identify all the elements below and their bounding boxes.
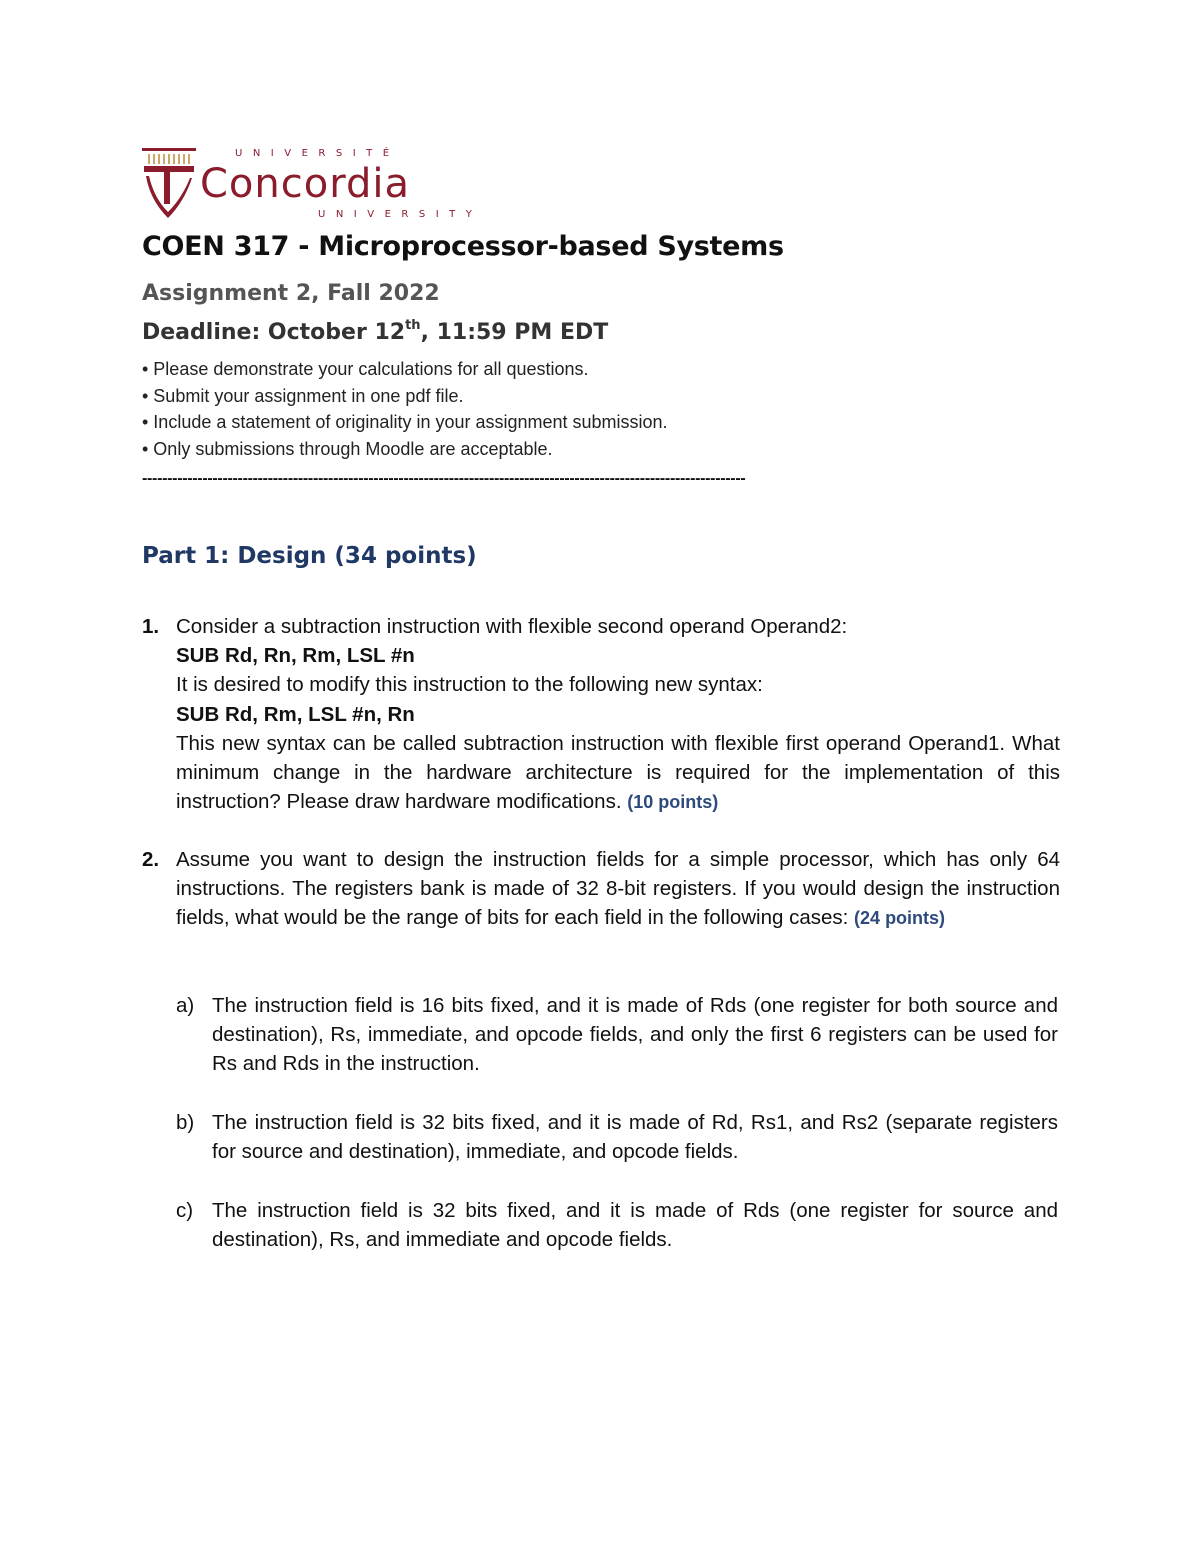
logo-bottom-word: UNIVERSITY bbox=[318, 209, 483, 220]
separator-line: ------------------------------------------------------------------------------------------------------------------------ bbox=[142, 470, 746, 487]
instruction-item: • Submit your assignment in one pdf file. bbox=[142, 385, 464, 406]
q2-para-text: Assume you want to design the instruction fields for a simple processor, which has only 64 instructions. The registers bank is made of 32 8-bit registers. If you would design the instruction fields, what would be the range of bits for each field in the following cases: bbox=[176, 848, 1060, 930]
part-text: The instruction field is 32 bits fixed, and it is made of Rds (one register for source and destination), Rs, and immediate and opcode fields. bbox=[212, 1199, 1058, 1252]
q1-line1: Consider a subtraction instruction with flexible second operand Operand2: bbox=[176, 615, 848, 638]
deadline-sup: th bbox=[405, 318, 421, 333]
deadline-prefix: Deadline: October 12 bbox=[142, 320, 406, 345]
instruction-item: • Please demonstrate your calculations for all questions. bbox=[142, 359, 589, 379]
part-label: c) bbox=[176, 1199, 194, 1222]
course-title: COEN 317 - Microprocessor-based Systems bbox=[142, 231, 784, 262]
instruction-item: • Include a statement of originality in your assignment submission. bbox=[142, 412, 668, 433]
question-number: 1. bbox=[142, 615, 160, 638]
concordia-crest-icon bbox=[140, 142, 200, 224]
logo-top-word: UNIVERSITÉ bbox=[235, 148, 400, 159]
assignment-subtitle: Assignment 2, Fall 2022 bbox=[142, 281, 440, 306]
question-number: 2. bbox=[142, 848, 160, 871]
q1-paragraph bbox=[176, 729, 1060, 818]
deadline bbox=[142, 318, 608, 345]
q1-code2: SUB Rd, Rm, LSL #n, Rn bbox=[176, 702, 415, 726]
part1-heading: Part 1: Design (34 points) bbox=[142, 543, 477, 569]
q1-points: (10 points) bbox=[627, 792, 719, 813]
q2-points: (24 points) bbox=[854, 908, 946, 929]
q1-line2: It is desired to modify this instruction to the following new syntax: bbox=[176, 673, 763, 697]
instruction-item: • Only submissions through Moodle are acceptable. bbox=[142, 439, 553, 460]
part-text: The instruction field is 32 bits fixed, and it is made of Rd, Rs1, and Rs2 (separate registers for source and destination), immediate, and opcode fields. bbox=[212, 1111, 1058, 1164]
part-label: a) bbox=[176, 994, 195, 1017]
q1-code1: SUB Rd, Rn, Rm, LSL #n bbox=[176, 644, 415, 668]
part-label: b) bbox=[176, 1111, 195, 1134]
q2-paragraph bbox=[176, 845, 1060, 934]
part-text: The instruction field is 16 bits fixed, and it is made of Rds (one register for both source and destination), Rs, immediate, and opcode fields, and only the first 6 registers can be used for Rs and Rds in the instruction. bbox=[212, 994, 1058, 1076]
q1-para-text: This new syntax can be called subtraction instruction with flexible first operand Operand1. What minimum change in the hardware architecture is required for the implementation of this instruction? Please draw hardware modifications. bbox=[176, 731, 1060, 814]
logo-wordmark: Concordia bbox=[200, 161, 410, 207]
deadline-suffix: , 11:59 PM EDT bbox=[420, 320, 609, 345]
instructions-list bbox=[142, 356, 668, 463]
concordia-logo bbox=[140, 142, 483, 224]
